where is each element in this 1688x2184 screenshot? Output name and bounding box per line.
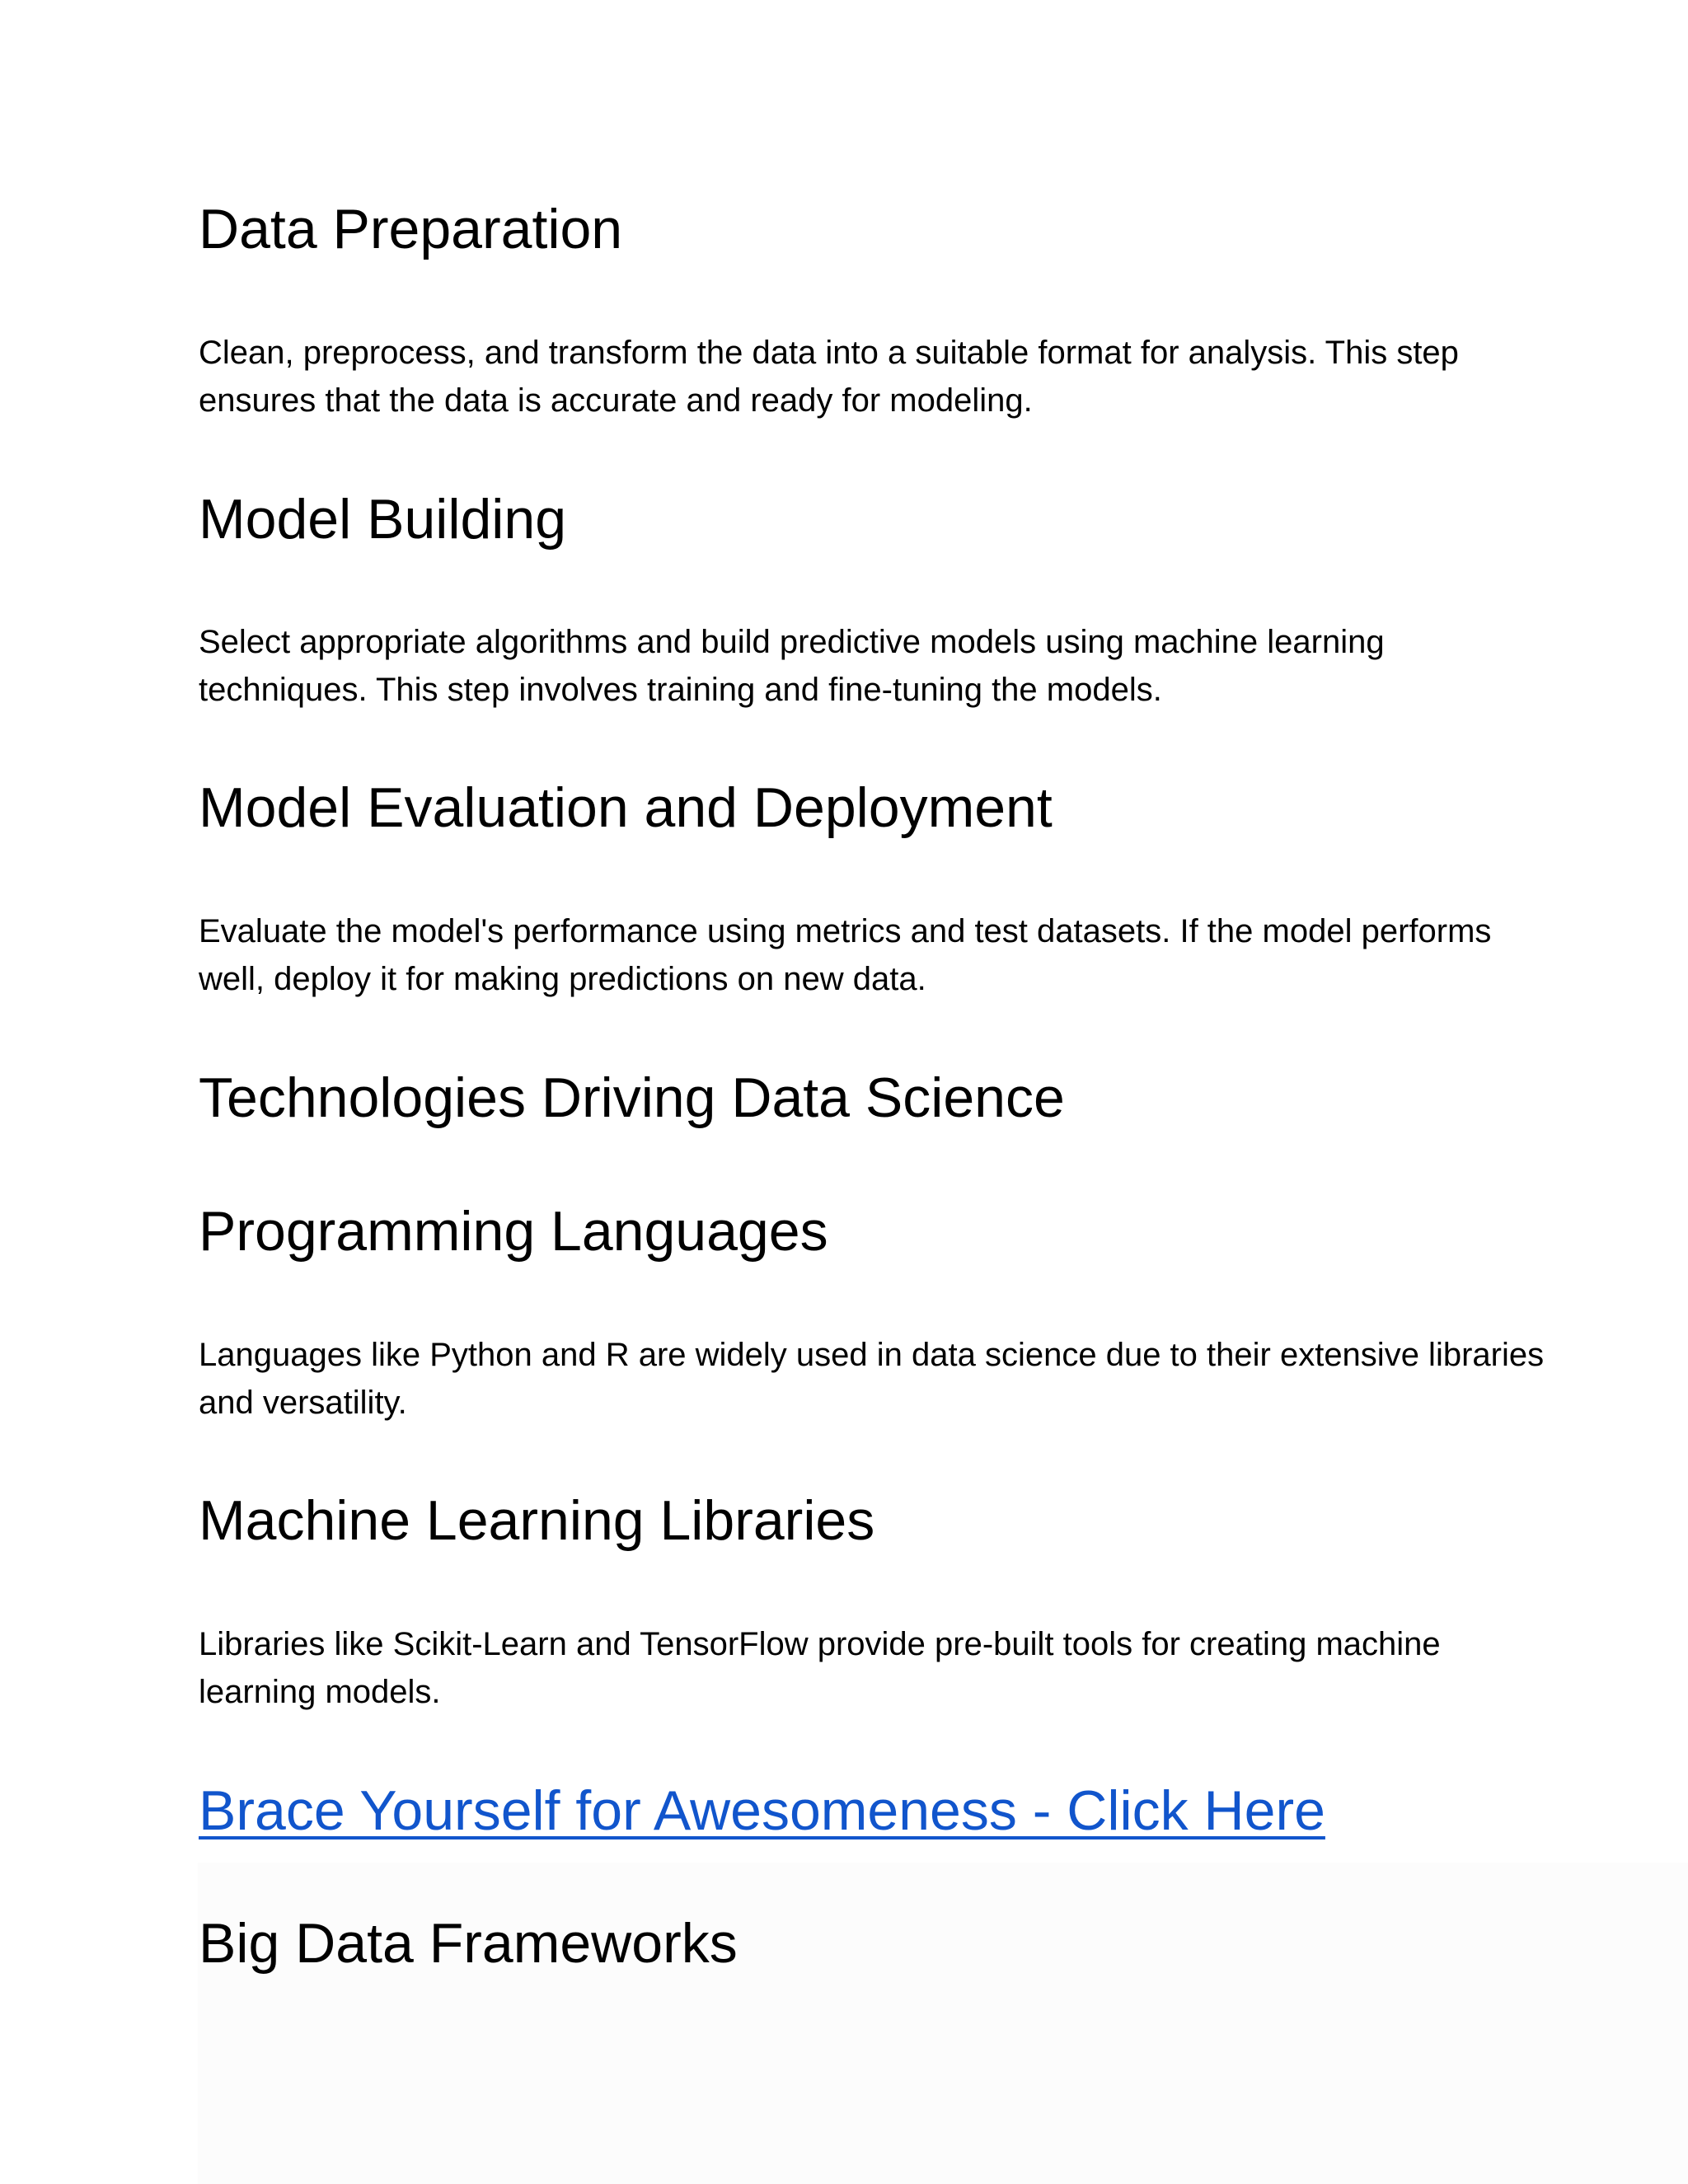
heading-ml-libraries: Machine Learning Libraries bbox=[199, 1489, 875, 1552]
paragraph-model-building: Select appropriate algorithms and build predictive models using machine learning techniques. This step involves training and fine-tuning the models. bbox=[199, 624, 1385, 708]
paragraph-data-preparation: Clean, preprocess, and transform the data into a suitable format for analysis. This step ensures that the data is accurate and ready for modeling. bbox=[199, 335, 1459, 419]
heading-big-data-frameworks: Big Data Frameworks bbox=[199, 1912, 738, 1975]
heading-technologies: Technologies Driving Data Science bbox=[199, 1066, 1065, 1129]
heading-model-building: Model Building bbox=[199, 488, 567, 551]
heading-model-evaluation: Model Evaluation and Deployment bbox=[199, 776, 1053, 839]
awesomeness-link[interactable]: Brace Yourself for Awesomeness - Click Here bbox=[199, 1779, 1325, 1842]
paragraph-ml-libraries: Libraries like Scikit-Learn and TensorFlow provide pre-built tools for creating machine learning models. bbox=[199, 1626, 1441, 1710]
paragraph-model-evaluation: Evaluate the model's performance using metrics and test datasets. If the model performs well, deploy it for making predictions on new data. bbox=[199, 913, 1492, 997]
paragraph-programming-languages: Languages like Python and R are widely used in data science due to their extensive libraries and versatility. bbox=[199, 1337, 1545, 1421]
heading-programming-languages: Programming Languages bbox=[199, 1200, 828, 1263]
heading-data-preparation: Data Preparation bbox=[199, 198, 623, 260]
